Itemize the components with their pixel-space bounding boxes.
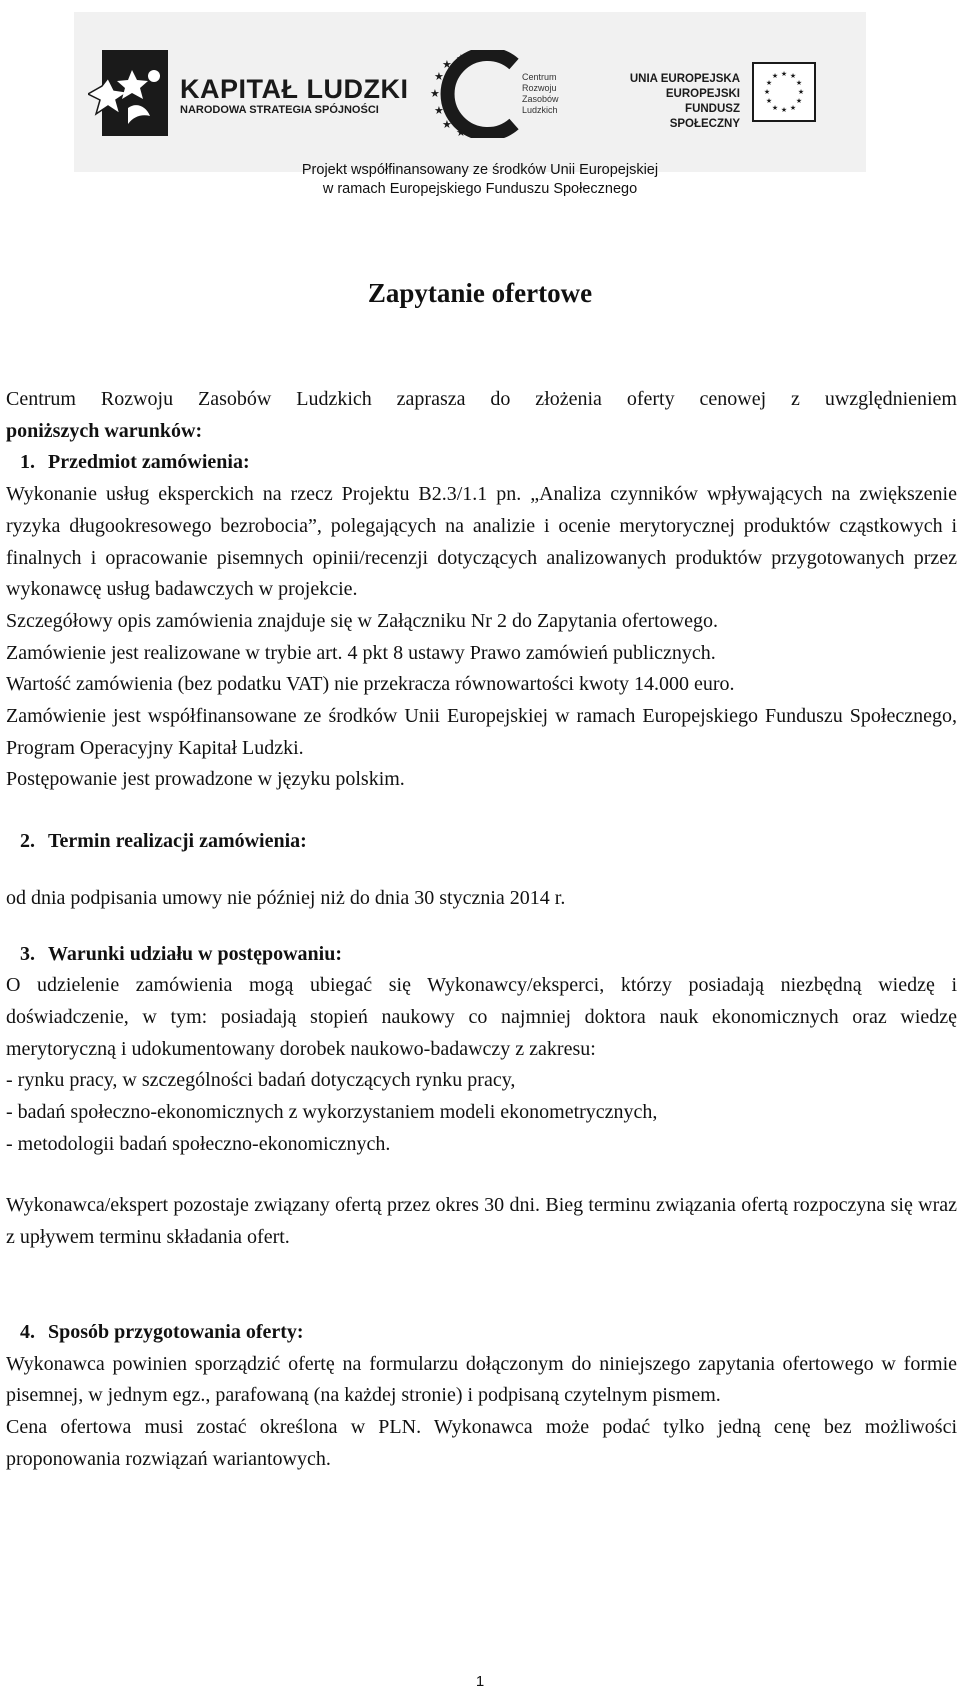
section-1-paragraph-6: Postępowanie jest prowadzone w języku polskim. bbox=[6, 768, 405, 791]
svg-text:★: ★ bbox=[789, 104, 797, 112]
section-1-heading bbox=[6, 447, 957, 479]
crzl-logo-text: Centrum Rozwoju Zasobów Ludzkich bbox=[522, 72, 559, 115]
svg-text:★: ★ bbox=[795, 79, 803, 87]
eu-logo-text: UNIA EUROPEJSKA EUROPEJSKI FUNDUSZ SPOŁECZNY bbox=[629, 73, 740, 130]
section-3-paragraph-2: Wykonawca/ekspert pozostaje związany ofertą przez okres 30 dni. Bieg terminu związania ofertą rozpoczyna się wraz z upływem terminu składania ofert. bbox=[6, 1194, 957, 1249]
intro-bold: poniższych warunków: bbox=[6, 419, 203, 442]
section-4-number: 4. bbox=[20, 1320, 35, 1343]
section-4-paragraph-2: Cena ofertowa musi zostać określona w PLN. Wykonawca może podać tylko jedną cenę bez możliwości proponowania rozwiązań wariantowych. bbox=[6, 1415, 957, 1470]
svg-text:★: ★ bbox=[430, 87, 440, 100]
eu-flag-icon bbox=[752, 62, 816, 122]
list-item: - rynku pracy, w szczególności badań dotyczących rynku pracy, bbox=[6, 1069, 516, 1092]
section-4-heading bbox=[6, 1317, 957, 1349]
section-3-number: 3. bbox=[20, 942, 35, 965]
section-2-number: 2. bbox=[20, 830, 35, 853]
section-4-heading-text: Sposób przygotowania oferty: bbox=[48, 1320, 304, 1343]
section-4-paragraph-1: Wykonawca powinien sporządzić ofertę na formularzu dołączonym do niniejszego zapytania ofertowego w formie pisemnej, w jednym egz., parafowaną (na każdej stronie) i podpisaną czytelnym pismem. bbox=[6, 1352, 957, 1407]
svg-text:★: ★ bbox=[434, 104, 444, 117]
svg-text:★: ★ bbox=[456, 52, 466, 65]
list-item: - badań społeczno-ekonomicznych z wykorzystaniem modeli ekonometrycznych, bbox=[6, 1101, 658, 1124]
svg-text:★: ★ bbox=[771, 104, 779, 112]
section-2-heading-text: Termin realizacji zamówienia: bbox=[48, 830, 307, 853]
document-body bbox=[6, 384, 957, 1475]
svg-text:★: ★ bbox=[789, 72, 797, 80]
svg-text:★: ★ bbox=[780, 70, 788, 78]
section-1-paragraph-5: Zamówienie jest współfinansowane ze środków Unii Europejskiej w ramach Europejskiego Funduszu Społecznego, Program Operacyjny Kapitał Ludzki. bbox=[6, 705, 957, 759]
svg-text:★: ★ bbox=[765, 79, 773, 87]
svg-text:★: ★ bbox=[434, 70, 444, 83]
section-1-paragraph-4: Wartość zamówienia (bez podatku VAT) nie przekracza równowartości kwoty 14.000 euro. bbox=[6, 673, 735, 696]
crzl-logo-icon bbox=[430, 50, 520, 138]
svg-text:★: ★ bbox=[797, 88, 805, 96]
svg-text:★: ★ bbox=[456, 126, 466, 138]
kapital-ludzki-title: KAPITAŁ LUDZKI bbox=[180, 74, 409, 104]
section-1-heading-text: Przedmiot zamówienia: bbox=[48, 451, 250, 474]
section-3-heading-text: Warunki udziału w postępowaniu: bbox=[48, 942, 342, 965]
section-3-paragraph-1: O udzielenie zamówienia mogą ubiegać się Wykonawcy/eksperci, którzy posiadają niezbędną wiedzę i doświadczenie, w tym: posiadają stopień naukowy co najmniej doktora nauk ekonomicznych oraz wiedzę merytoryczną i udokumentowany dorobek naukowo-badawczy z zakresu: bbox=[6, 974, 957, 1060]
svg-text:★: ★ bbox=[442, 58, 452, 71]
intro-paragraph: Centrum Rozwoju Zasobów Ludzkich zaprasza do złożenia oferty cenowej z uwzględnieniem bbox=[6, 388, 957, 410]
svg-text:★: ★ bbox=[763, 88, 771, 96]
svg-text:★: ★ bbox=[780, 106, 788, 114]
section-1-paragraph-3: Zamówienie jest realizowane w trybie art. 4 pkt 8 ustawy Prawo zamówień publicznych. bbox=[6, 641, 716, 664]
section-2-paragraph-1: od dnia podpisania umowy nie później niż do dnia 30 stycznia 2014 r. bbox=[6, 886, 566, 909]
svg-text:★: ★ bbox=[765, 97, 773, 105]
svg-text:★: ★ bbox=[442, 118, 452, 131]
page-number: 1 bbox=[475, 1673, 485, 1690]
kapital-ludzki-logo-icon bbox=[88, 50, 170, 136]
document-title: Zapytanie ofertowe bbox=[367, 278, 593, 308]
section-3-heading bbox=[6, 939, 957, 971]
svg-text:★: ★ bbox=[771, 72, 779, 80]
cofinancing-line-2: w ramach Europejskiego Funduszu Społecznego bbox=[322, 181, 638, 197]
section-1-paragraph-2: Szczegółowy opis zamówienia znajduje się w Załączniku Nr 2 do Zapytania ofertowego. bbox=[6, 609, 718, 632]
list-item: - metodologii badań społeczno-ekonomicznych. bbox=[6, 1132, 391, 1155]
svg-text:★: ★ bbox=[795, 97, 803, 105]
section-1-number: 1. bbox=[20, 451, 35, 474]
cofinancing-line-1: Projekt współfinansowany ze środków Unii Europejskiej bbox=[301, 162, 659, 178]
section-1-paragraph-1: Wykonanie usług eksperckich na rzecz Projektu B2.3/1.1 pn. „Analiza czynników wpływających na zwiększenie ryzyka długookresowego bezrobocia”, polegających na analizie i ocenie merytorycznej produktów cząstkowych i finalnych i opracowanie pisemnych opinii/recenzji dotyczących analizowanych produktów przygotowanych przez wykonawcę usług badawczych w projekcie. bbox=[6, 483, 957, 601]
kapital-ludzki-subtitle: NARODOWA STRATEGIA SPÓJNOŚCI bbox=[180, 104, 379, 116]
section-2-heading bbox=[6, 826, 957, 858]
